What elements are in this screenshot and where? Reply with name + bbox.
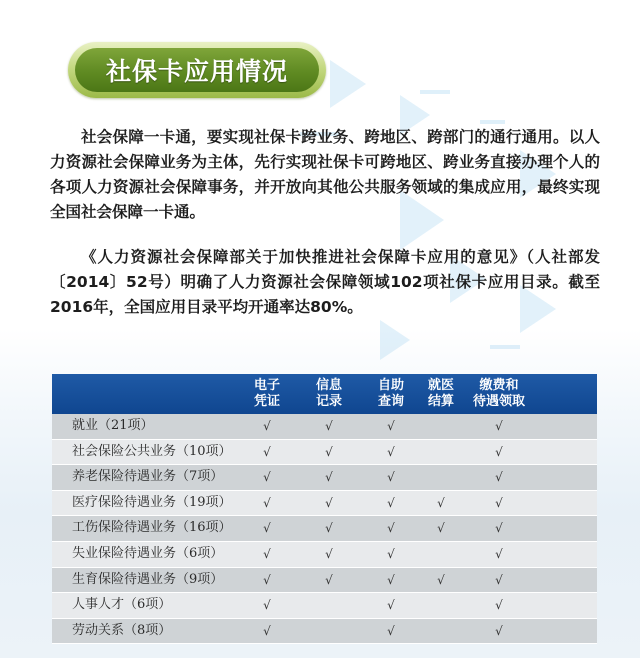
row-category-label: 失业保险待遇业务（6项）: [72, 545, 224, 561]
check-mark-icon: √: [263, 623, 271, 638]
column-header: 自助 查询: [377, 378, 404, 409]
section-title: 社保卡应用情况: [105, 57, 288, 86]
check-mark-icon: √: [325, 572, 333, 587]
check-mark-icon: √: [495, 546, 503, 561]
check-mark-icon: √: [325, 495, 333, 510]
check-mark-icon: √: [437, 521, 445, 536]
background-arrow-line: [490, 345, 520, 349]
background-arrow-line: [480, 120, 505, 124]
check-mark-icon: √: [325, 470, 333, 485]
table-row: [52, 516, 597, 542]
row-category-label: 社会保险公共业务（10项）: [72, 443, 232, 459]
check-mark-icon: √: [325, 521, 333, 536]
column-header: 就医 结算: [427, 378, 454, 409]
check-mark-icon: √: [263, 444, 271, 459]
check-mark-icon: √: [387, 495, 395, 510]
check-mark-icon: √: [263, 419, 271, 433]
check-mark-icon: √: [387, 572, 395, 587]
table-row: [52, 593, 597, 619]
check-mark-icon: √: [263, 572, 271, 587]
row-category-label: 医疗保险待遇业务（19项）: [72, 494, 232, 510]
intro-paragraph: 社会保障一卡通，要实现社保卡跨业务、跨地区、跨部门的通行通用。以人力资源社会保障业务为主体，先行实现社保卡可跨地区、跨业务直接办理个人的各项人力资源社会保障事务，并开放向其他公共服务领域的集成应用，最终实现全国社会保障一卡通。: [50, 128, 600, 221]
check-mark-icon: √: [495, 623, 503, 638]
check-mark-icon: √: [263, 495, 271, 510]
row-category-label: 劳动关系（8项）: [72, 622, 172, 638]
table-row: [52, 465, 597, 491]
row-category-label: 工伤保险待遇业务（16项）: [72, 520, 232, 536]
table-row: [52, 414, 597, 440]
check-mark-icon: √: [263, 521, 271, 536]
row-category-label: 人事人才（6项）: [72, 597, 172, 613]
table-header: [52, 374, 597, 414]
policy-paragraph: 《人力资源社会保障部关于加快推进社会保障卡应用的意见》（人社部发〔2014〕52号）明确了人力资源社会保障领域102项社保卡应用目录。截至2016年，全国应用目录平均开通率达80%。: [50, 248, 600, 316]
check-mark-icon: √: [387, 419, 395, 433]
check-mark-icon: √: [387, 470, 395, 485]
check-mark-icon: √: [437, 495, 445, 510]
check-mark-icon: √: [495, 495, 503, 510]
check-mark-icon: √: [495, 419, 503, 433]
check-mark-icon: √: [263, 470, 271, 485]
check-mark-icon: √: [325, 546, 333, 561]
background-arrow-icon: [380, 320, 410, 360]
background-arrow-line: [420, 90, 450, 94]
check-mark-icon: √: [263, 598, 271, 613]
row-category-label: 生育保险待遇业务（9项）: [72, 571, 224, 587]
table-row: [52, 491, 597, 517]
check-mark-icon: √: [495, 470, 503, 485]
column-header: 电子 凭证: [253, 378, 280, 409]
check-mark-icon: √: [387, 444, 395, 459]
check-mark-icon: √: [325, 419, 333, 433]
row-category-label: 养老保险待遇业务（7项）: [72, 469, 224, 485]
row-category-label: 就业（21项）: [72, 418, 154, 433]
check-mark-icon: √: [437, 572, 445, 587]
check-mark-icon: √: [325, 444, 333, 459]
application-table: [52, 374, 597, 644]
check-mark-icon: √: [495, 444, 503, 459]
check-mark-icon: √: [495, 521, 503, 536]
table-row: [52, 568, 597, 594]
column-header: 缴费和 待遇领取: [472, 378, 525, 409]
check-mark-icon: √: [387, 521, 395, 536]
check-mark-icon: √: [263, 546, 271, 561]
table-row: [52, 542, 597, 568]
table-row: [52, 440, 597, 466]
table-row: [52, 619, 597, 645]
check-mark-icon: √: [387, 546, 395, 561]
table-body: [52, 414, 597, 644]
background-arrow-icon: [330, 60, 366, 108]
column-header: 信息 记录: [315, 378, 342, 409]
check-mark-icon: √: [387, 623, 395, 638]
check-mark-icon: √: [495, 572, 503, 587]
section-title-badge: [68, 42, 326, 98]
check-mark-icon: √: [495, 598, 503, 613]
check-mark-icon: √: [387, 598, 395, 613]
